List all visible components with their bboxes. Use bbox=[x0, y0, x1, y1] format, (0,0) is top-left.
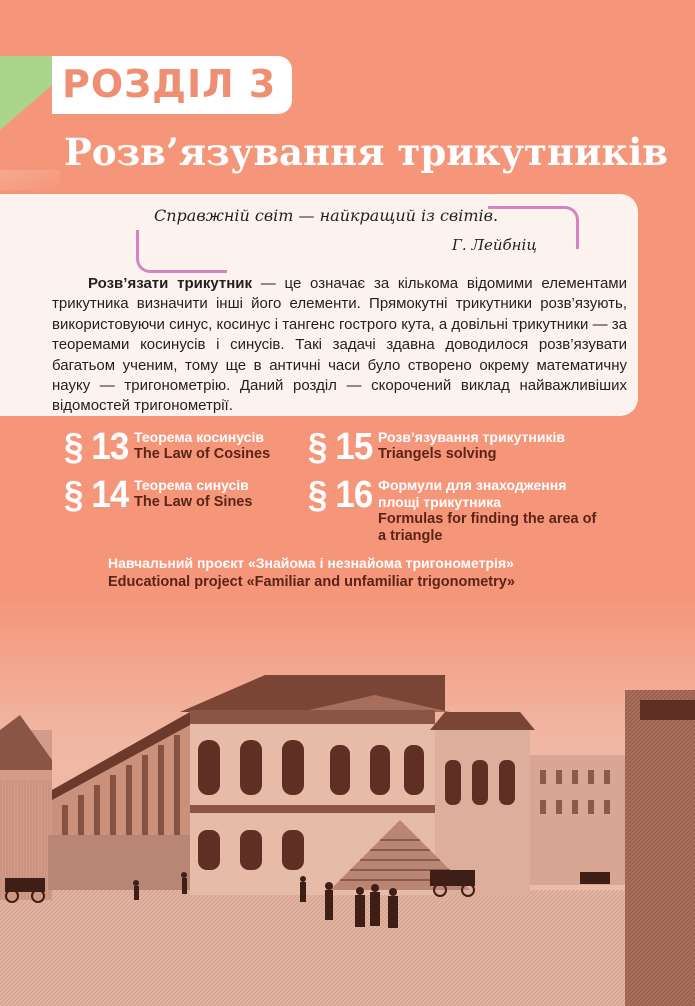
section-title-ua: Теорема косинусів bbox=[134, 429, 264, 445]
intro-term: Розв’язати трикутник bbox=[88, 275, 253, 292]
decorative-stripe bbox=[0, 170, 60, 190]
section-title-en: Formulas for finding the area of a triangle bbox=[378, 511, 597, 544]
section-number: § 14 bbox=[64, 474, 129, 516]
section-number: § 13 bbox=[64, 426, 129, 468]
section-title-en: Triangels solving bbox=[378, 446, 497, 462]
intro-body: — це означає за кількома відомими елементами трикутника визначити інші його елементи. Прямокутні трикутники розв’язують, використовуючи синус, косинус і тангенс гострого кута, а довільні трикутники — за теоремами косинусів і синусів. Такі задачі здавна доводилося розв’язувати багатьом ученим, тому ще в античні часи було створено окрему математичну науку — тригонометрію. Даний розділ — скорочений виклад найважливіших відомостей тригонометрії. bbox=[52, 275, 627, 415]
quote-bracket-bottom-left bbox=[136, 230, 227, 273]
section-13[interactable] bbox=[64, 428, 270, 466]
section-title-ua: Розв’язування трикутників bbox=[378, 429, 565, 445]
section-15[interactable] bbox=[308, 428, 565, 466]
chapter-title: Розв’язування трикутників bbox=[64, 130, 668, 174]
epigraph-author: Г. Лейбніц bbox=[452, 236, 537, 254]
project-title-ua: Навчальний проєкт «Знайома і незнайома тригонометрія» bbox=[108, 555, 514, 571]
section-number: § 15 bbox=[308, 426, 373, 468]
section-number: § 16 bbox=[308, 474, 373, 516]
section-title-ua: Формули для знаходження площі трикутника bbox=[378, 477, 567, 510]
section-14[interactable] bbox=[64, 476, 252, 514]
epigraph-text: Справжній світ — найкращий із світів. bbox=[154, 206, 499, 225]
intro-paragraph bbox=[52, 274, 627, 417]
building-engraving bbox=[0, 600, 695, 1006]
project-title-en: Educational project «Familiar and unfamiliar trigonometry» bbox=[108, 574, 515, 590]
section-title-en: The Law of Cosines bbox=[134, 446, 271, 462]
section-title-en: The Law of Sines bbox=[134, 494, 253, 510]
chapter-label: РОЗДІЛ 3 bbox=[62, 62, 277, 106]
section-title-ua: Теорема синусів bbox=[134, 477, 249, 493]
section-16[interactable] bbox=[308, 476, 608, 545]
